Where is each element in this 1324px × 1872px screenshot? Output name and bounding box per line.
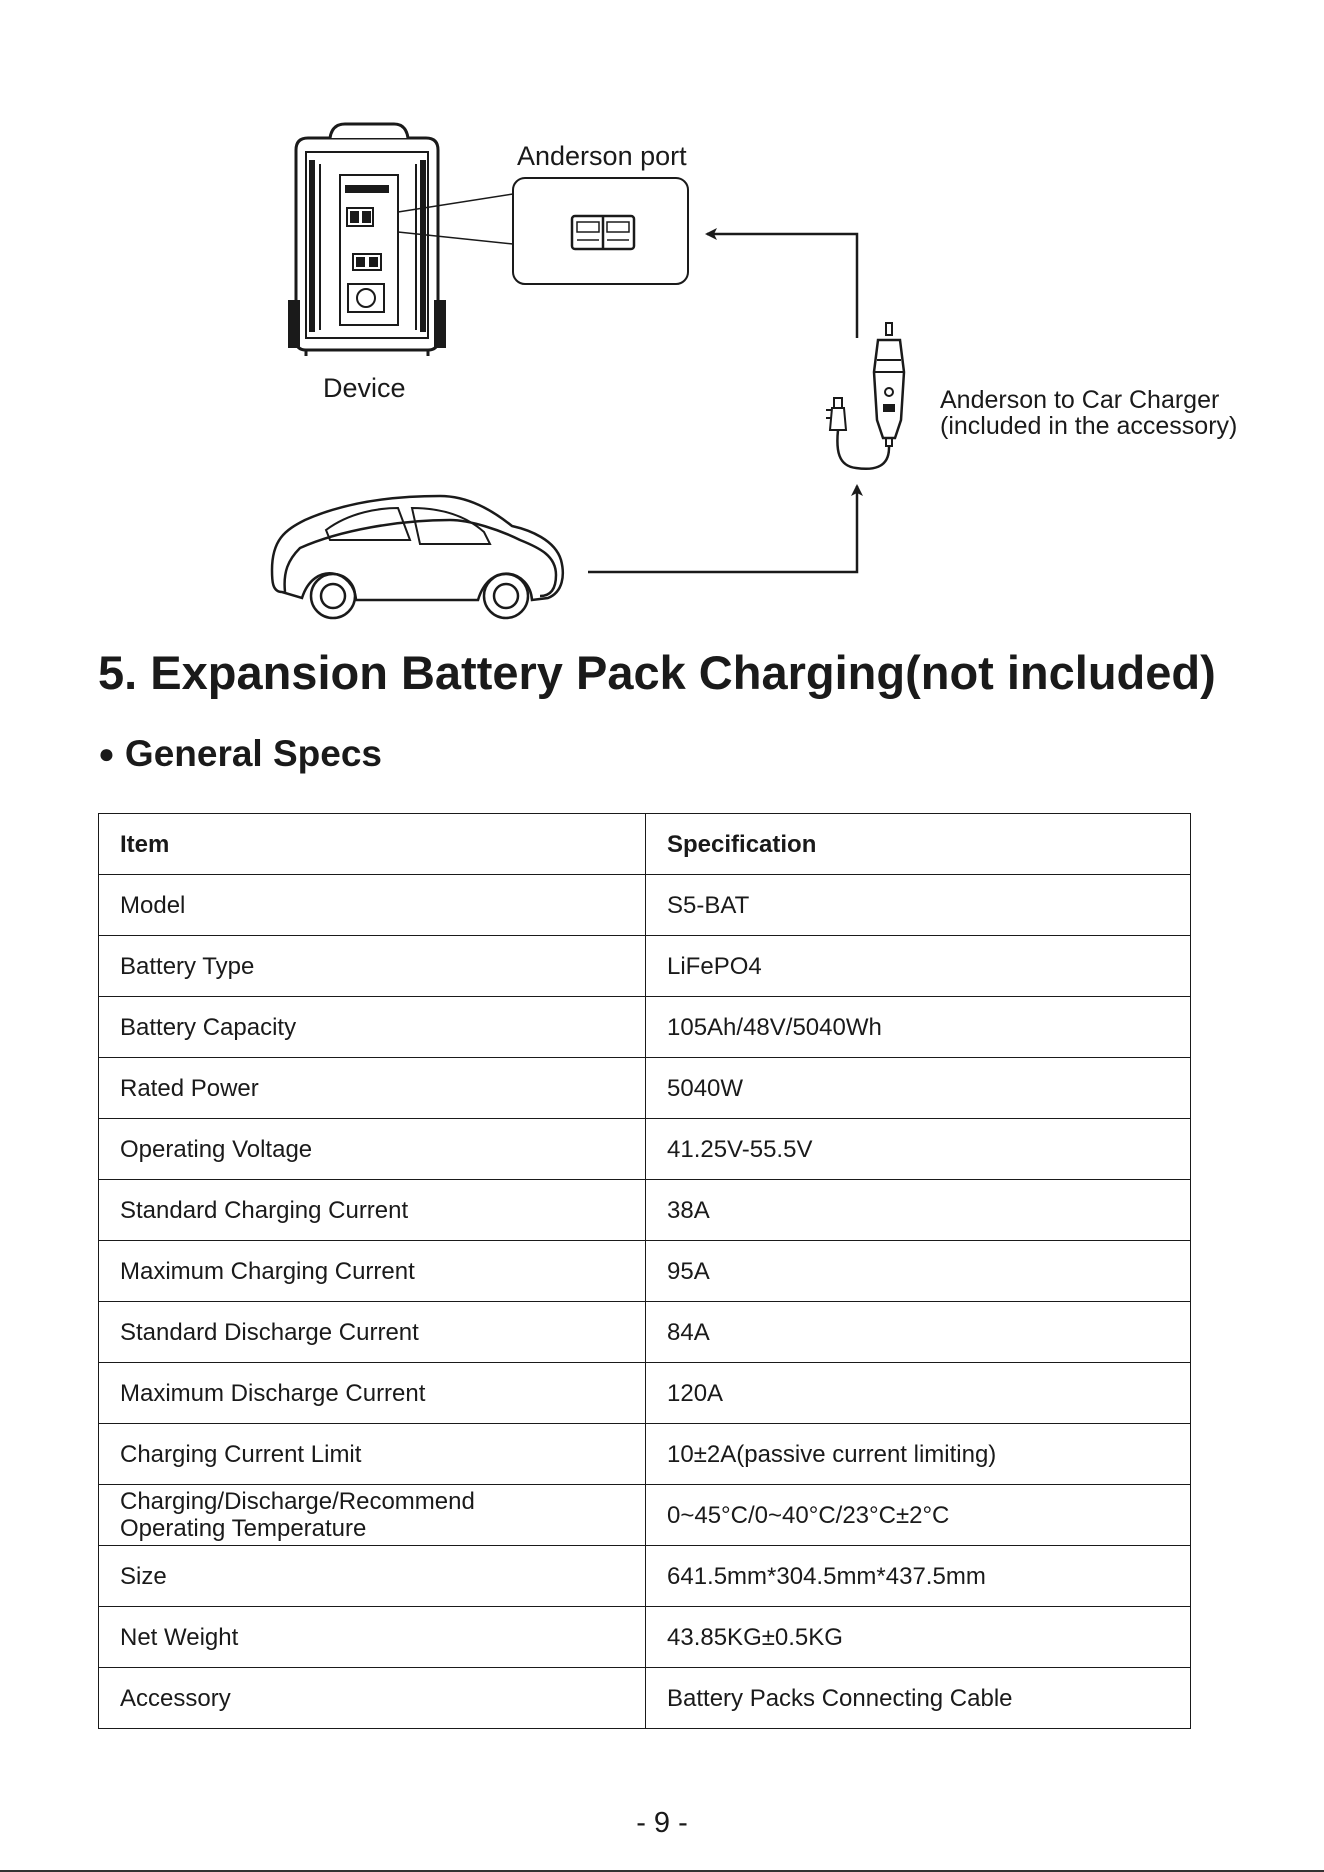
table-row xyxy=(99,1363,1191,1424)
anderson-port-label: Anderson port xyxy=(517,141,687,171)
table-cell-item: Battery Type xyxy=(99,936,646,997)
table-row xyxy=(99,875,1191,936)
table-cell-item: Maximum Discharge Current xyxy=(99,1363,646,1424)
table-cell-spec: 5040W xyxy=(646,1058,1191,1119)
table-row xyxy=(99,1302,1191,1363)
car-charger-cable-icon xyxy=(826,323,904,469)
cable-label-line2: (included in the accessory) xyxy=(940,412,1238,440)
table-cell-item: Charging Current Limit xyxy=(99,1424,646,1485)
table-cell-item: Rated Power xyxy=(99,1058,646,1119)
anderson-port-icon xyxy=(513,178,688,284)
subsection-title-text: General Specs xyxy=(124,733,383,774)
table-cell-spec: 10±2A(passive current limiting) xyxy=(646,1424,1191,1485)
table-cell-spec: 95A xyxy=(646,1241,1191,1302)
table-cell-spec: Battery Packs Connecting Cable xyxy=(646,1668,1191,1729)
table-cell-item xyxy=(99,1485,646,1546)
table-row xyxy=(99,1668,1191,1729)
table-cell-item-line1: Charging/Discharge/Recommend xyxy=(120,1488,475,1515)
cable-label-line1: Anderson to Car Charger xyxy=(940,386,1220,414)
table-cell-item: Net Weight xyxy=(99,1607,646,1668)
table-cell-spec: 43.85KG±0.5KG xyxy=(646,1607,1191,1668)
table-header-row xyxy=(99,814,1191,875)
table-cell-spec: LiFePO4 xyxy=(646,936,1191,997)
table-cell-item: Model xyxy=(99,875,646,936)
spec-table xyxy=(98,813,1191,1729)
table-row xyxy=(99,1607,1191,1668)
table-cell-spec: S5-BAT xyxy=(646,875,1191,936)
table-cell-spec: 41.25V-55.5V xyxy=(646,1119,1191,1180)
table-header-cell: Item xyxy=(99,814,646,875)
table-cell-item: Operating Voltage xyxy=(99,1119,646,1180)
table-cell-item: Maximum Charging Current xyxy=(99,1241,646,1302)
table-header-cell: Specification xyxy=(646,814,1191,875)
table-row xyxy=(99,1424,1191,1485)
table-cell-item: Standard Charging Current xyxy=(99,1180,646,1241)
bullet-icon: ● xyxy=(98,738,115,769)
table-row xyxy=(99,936,1191,997)
table-row xyxy=(99,1180,1191,1241)
table-cell-spec: 38A xyxy=(646,1180,1191,1241)
table-cell-spec: 84A xyxy=(646,1302,1191,1363)
page-number: - 9 - xyxy=(636,1807,688,1839)
table-cell-item: Standard Discharge Current xyxy=(99,1302,646,1363)
table-row xyxy=(99,1546,1191,1607)
subsection-title xyxy=(98,730,382,778)
table-row xyxy=(99,1119,1191,1180)
arrow-icon xyxy=(588,486,857,572)
table-row xyxy=(99,997,1191,1058)
table-cell-item: Accessory xyxy=(99,1668,646,1729)
car-icon xyxy=(272,496,563,618)
table-cell-spec: 0~45°C/0~40°C/23°C±2°C xyxy=(646,1485,1191,1546)
table-cell-item: Battery Capacity xyxy=(99,997,646,1058)
device-label: Device xyxy=(323,373,406,403)
table-cell-spec: 105Ah/48V/5040Wh xyxy=(646,997,1191,1058)
table-cell-spec: 120A xyxy=(646,1363,1191,1424)
table-cell-spec: 641.5mm*304.5mm*437.5mm xyxy=(646,1546,1191,1607)
charging-diagram xyxy=(0,0,1324,640)
table-row xyxy=(99,1485,1191,1546)
table-row xyxy=(99,1241,1191,1302)
section-title: 5. Expansion Battery Pack Charging(not included) xyxy=(98,646,1216,699)
table-row xyxy=(99,1058,1191,1119)
diagram-drawing xyxy=(0,0,1324,640)
table-cell-item-line2: Operating Temperature xyxy=(120,1515,367,1542)
arrow-icon xyxy=(707,234,857,338)
table-cell-item: Size xyxy=(99,1546,646,1607)
portable-power-station-icon xyxy=(288,124,446,356)
